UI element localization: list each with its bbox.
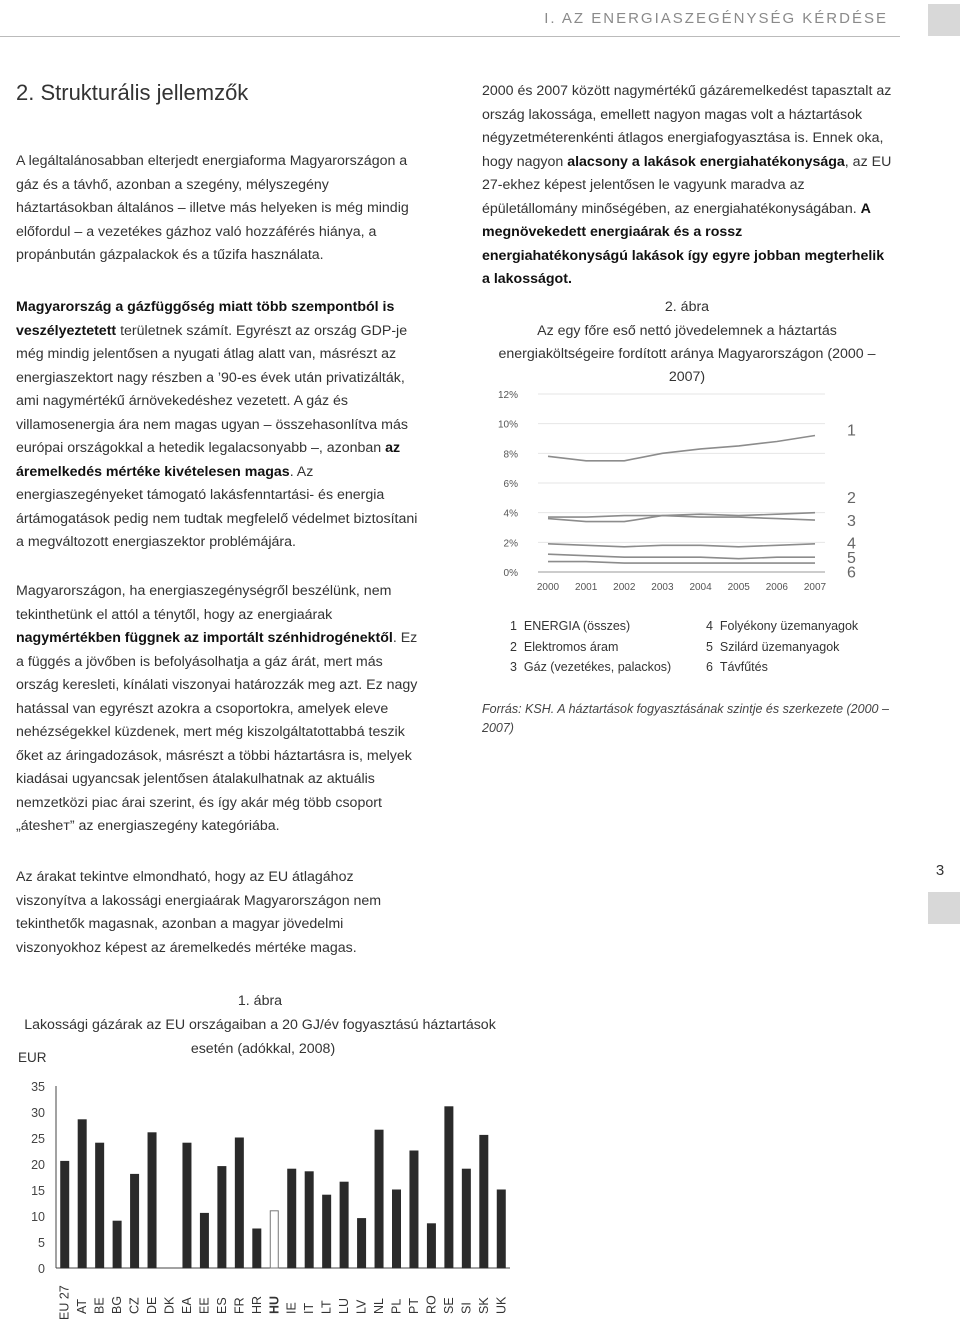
legend-item: 3 Gáz (vezetékes, palackos) [510,660,672,674]
y-tick-label: 0 [38,1262,45,1276]
left-p3-text-a: Magyarországon, ha energiaszegénységről beszélünk, nem tekinthetünk el attól a ténytől, hogy az energiaárak [16,583,392,623]
section-title: 2. Strukturális jellemzők [16,80,249,105]
x-tick-label: PT [406,1298,421,1314]
x-tick-label: LU [337,1298,352,1314]
x-tick-label: 2001 [575,582,598,593]
bar [61,1161,69,1268]
x-tick-label: HR [249,1295,264,1314]
bar [393,1190,401,1268]
bar [148,1133,156,1268]
series-end-label: 5 [847,550,856,568]
page-number: 3 [935,862,945,879]
x-tick-label: 2002 [613,582,636,593]
legend-col-1 [510,616,690,678]
bar [410,1151,418,1268]
y-tick-label: 5 [38,1236,45,1250]
x-tick-label: 2004 [689,582,712,593]
y-tick-label: 6% [503,479,518,490]
x-tick-label: SE [441,1297,456,1314]
series-end-label: 1 [847,422,856,440]
header-corner-box [928,4,960,36]
left-p2-text-b: . Az energiaszegényeket támogató lakásfenntartási- és energia ártámogatások pedig nem tudtak megfelelő védelmet biztosítani a megváltozott energiaszektor problémájára. [16,463,418,550]
bar [253,1229,261,1268]
figure2-label: 2. ábra [664,299,710,315]
figure1-label: 1. ábra [237,993,283,1009]
bar [218,1167,226,1268]
x-tick-label: IE [284,1302,299,1314]
series-end-label: 6 [847,564,856,582]
series-line [548,436,815,461]
bar [480,1135,488,1268]
right-p1-bold: alacsony a lakások energiahatékonysága [567,153,845,170]
left-paragraph-1: A legáltalánosabban elterjedt energiaforma Magyarországon a gáz és a távhő, azonban a szegény, mélyszegény háztartásokban általános – illetve más helyeken is még mindig előfordul – a vezetékes gázhoz való hozzáférés hiánya, a propánbután gázpalackok és a tűzifa használata. [16,153,409,263]
bar [270,1211,278,1268]
x-tick-label: LV [354,1299,369,1314]
left-p3-bold: nagymértékben függnek az importált szénhidrogénektől [16,630,393,646]
x-tick-label: PL [389,1298,404,1314]
x-tick-label: IT [302,1302,317,1314]
y-tick-label: 8% [503,449,518,461]
legend-col-2 [706,616,886,678]
x-tick-label: SI [459,1302,474,1314]
figure2-caption: Az egy főre eső nettó jövedelemnek a háztartás energiaköltségeire fordított aránya Magyarországon (2000 – 2007) [498,323,876,385]
y-tick-label: 2% [503,538,518,550]
figure1-unit: EUR [18,1050,47,1065]
y-tick-label: 10 [31,1210,45,1224]
legend-item: 4 Folyékony üzemanyagok [706,619,859,633]
bar [183,1143,191,1268]
figure2-source: Forrás: KSH. A háztartások fogyasztásának szintje és szerkezete (2000 – 2007) [482,702,889,735]
x-tick-label: EE [197,1297,212,1314]
bar [375,1130,383,1268]
legend-item: 5 Szilárd üzemanyagok [706,639,840,654]
bar [358,1219,366,1268]
left-paragraph-2 [16,296,426,555]
left-p2-bold2: az áremelkedés mértéke kivételesen magas [16,440,401,480]
x-tick-label: CZ [127,1297,142,1314]
x-tick-label: 2000 [536,582,560,593]
line-chart [480,382,880,597]
x-tick-label: SK [476,1297,491,1314]
x-tick-label: EU 27 [57,1285,72,1320]
y-tick-label: 35 [31,1080,45,1094]
bar [96,1143,104,1268]
series-line [548,562,815,564]
bar [445,1107,453,1268]
figure1-caption-line1: Lakossági gázárak az EU országaiban a 20 GJ/év fogyasztású háztartások [24,1017,496,1033]
left-p2-bold: Magyarország a gázfüggőség miatt több szempontból is veszélyeztetett [16,299,395,339]
series-line [548,544,815,547]
bar [200,1213,208,1268]
x-tick-label: NL [372,1298,387,1314]
left-paragraph-3 [16,580,426,839]
bar [323,1195,331,1268]
left-paragraph-4: Az árakat tekintve elmondható, hogy az EU átlagához viszonyítva a lakossági energiaárak Magyarországon nem tekinthetők magasnak, azonban a magyar jövedelmi viszonyokhoz képest az áremelkedés mértéke magas. [16,869,382,956]
x-tick-label: 2005 [727,582,750,593]
bar [340,1182,348,1268]
x-tick-label: LT [319,1300,334,1314]
legend-item: 2 Elektromos áram [510,639,619,654]
x-tick-label: FR [232,1297,247,1314]
left-p3-text-b: . Ez a függés a jövőben is befolyásolhatja a gáz árát, mert más ország keresleti, kínálati viszonyai határozzák meg azt. Ez nagy hatással van egyrészt azokra a csoportokra, amelyek eleve nehézségekkel küzdenek, mert még kiszolgáltatottabbá teszik őket az áringadozások, másrészt a többi háztartásra is, melyek kiadásai ugyancsak jelentősen átalakulhatnak az aktuális nemzetközi piac árai szerint, és így akár még több csoport „átesheт” az energiaszegény kategóriába. [16,630,418,834]
x-tick-label: DK [162,1296,177,1314]
bar [113,1221,121,1268]
y-tick-label: 0% [503,568,518,579]
x-tick-label: BG [110,1295,125,1314]
y-tick-label: 10% [497,419,518,431]
bar [497,1190,505,1268]
right-paragraph-1 [482,80,892,292]
y-tick-label: 12% [497,390,518,401]
x-tick-label: HU [267,1295,282,1314]
bar [305,1172,313,1268]
right-p1-text-b: , az EU 27-ekhez képest jelentősen le vagyunk maradva az épületállomány minőségében, az energiahatékonyságában. [482,153,892,217]
figure1-caption-line2: esetén (adókkal, 2008) [190,1041,336,1057]
x-tick-label: 2003 [651,582,674,593]
x-tick-label: 2007 [803,582,827,593]
bar [288,1169,296,1268]
header-title: I. AZ ENERGIASZEGÉNYSÉG KÉRDÉSE [544,10,888,27]
bar-chart [0,1070,520,1320]
x-tick-label: UK [494,1296,509,1314]
x-tick-label: ES [214,1297,229,1314]
x-tick-label: 2006 [765,582,788,593]
y-tick-label: 25 [31,1132,45,1146]
series-line [548,554,815,559]
y-tick-label: 4% [503,508,518,520]
bar [427,1224,435,1268]
bar [462,1169,470,1268]
y-tick-label: 20 [31,1158,45,1172]
bar [131,1174,139,1268]
x-tick-label: RO [424,1295,439,1314]
right-p1-bold2: A megnövekedett energiaárak és a rossz energiahatékonyságú lakások így egyre jobban megterhelik a lakosságot. [482,200,885,287]
bar [235,1138,243,1268]
series-end-label: 3 [847,513,856,531]
y-tick-label: 30 [31,1106,45,1120]
legend-item: 6 Távfűtés [706,660,768,674]
bar [78,1120,86,1268]
x-tick-label: DE [145,1296,160,1314]
right-p1-text-a: 2000 és 2007 között nagymértékű gázáremelkedést tapasztalt az ország lakossága, emellett nagyon magas volt a háztartások négyzetméterenkénti átlagos energiafogyasztása is. Ennek oka, hogy nagyon [482,83,892,170]
series-end-label: 2 [847,489,856,507]
page-number-box [928,892,960,924]
left-p2-text-a: területnek számít. Egyrészt az ország GDP-je még mindig jelentősen a nyugati átlag alatt van, másrészt az energiaszektort nagy részben a ’90-es évek után privatizálták, ami nagymértékű árnövekedéshez vezetett. A gáz és villamosenergia ára nem magas ugyan – összehasonlítva más európai országokkal a hetedik legalacsonyabb –, azonban [16,322,408,456]
y-tick-label: 15 [31,1184,45,1198]
x-tick-label: EA [179,1297,194,1314]
x-tick-label: BE [92,1297,107,1314]
x-tick-label: AT [75,1298,90,1314]
legend-item: 1 ENERGIA (összes) [510,619,631,633]
series-end-label: 4 [847,535,856,553]
